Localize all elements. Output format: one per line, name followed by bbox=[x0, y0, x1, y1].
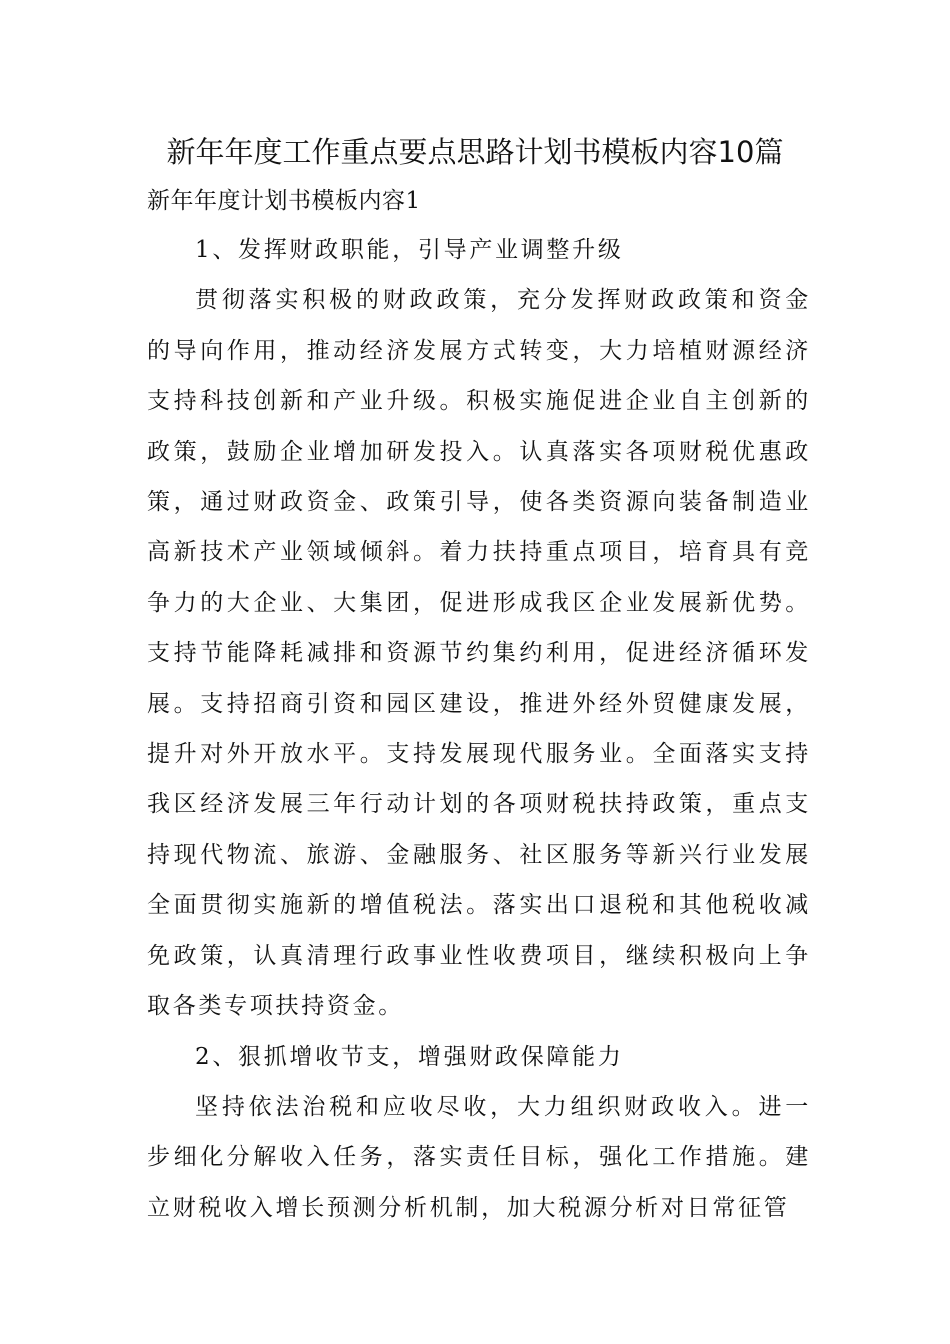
paragraph-1: 贯彻落实积极的财政政策，充分发挥财政政策和资金的导向作用，推动经济发展方式转变，大力培植财源经济支持科技创新和产业升级。积极实施促进企业自主创新的政策，鼓励企业增加研发投入。认真落实各项财税优惠政策，通过财政资金、政策引导，使各类资源向装备制造业高新技术产业领域倾斜。着力扶持重点项目，培育具有竞争力的大企业、大集团，促进形成我区企业发展新优势。支持节能降耗减排和资源节约集约利用，促进经济循环发展。支持招商引资和园区建设，推进外经外贸健康发展，提升对外开放水平。支持发展现代服务业。全面落实支持我区经济发展三年行动计划的各项财税扶持政策，重点支持现代物流、旅游、金融服务、社区服务等新兴行业发展全面贯彻实施新的增值税法。落实出口退税和其他税收减免政策，认真清理行政事业性收费项目，继续积极向上争取各类专项扶持资金。 bbox=[147, 287, 811, 1020]
section-title: 新年年度计划书模板内容1 bbox=[147, 188, 421, 214]
document-body bbox=[147, 225, 811, 1233]
heading-2: 2、狠抓增收节支，增强财政保障能力 bbox=[195, 1043, 624, 1070]
paragraph-2: 坚持依法治税和应收尽收，大力组织财政收入。进一步细化分解收入任务，落实责任目标，强化工作措施。建立财税收入增长预测分析机制，加大税源分析对日常征管 bbox=[147, 1093, 811, 1221]
document-title: 新年年度工作重点要点思路计划书模板内容10篇 bbox=[166, 135, 784, 169]
heading-1: 1、发挥财政职能，引导产业调整升级 bbox=[195, 237, 624, 263]
